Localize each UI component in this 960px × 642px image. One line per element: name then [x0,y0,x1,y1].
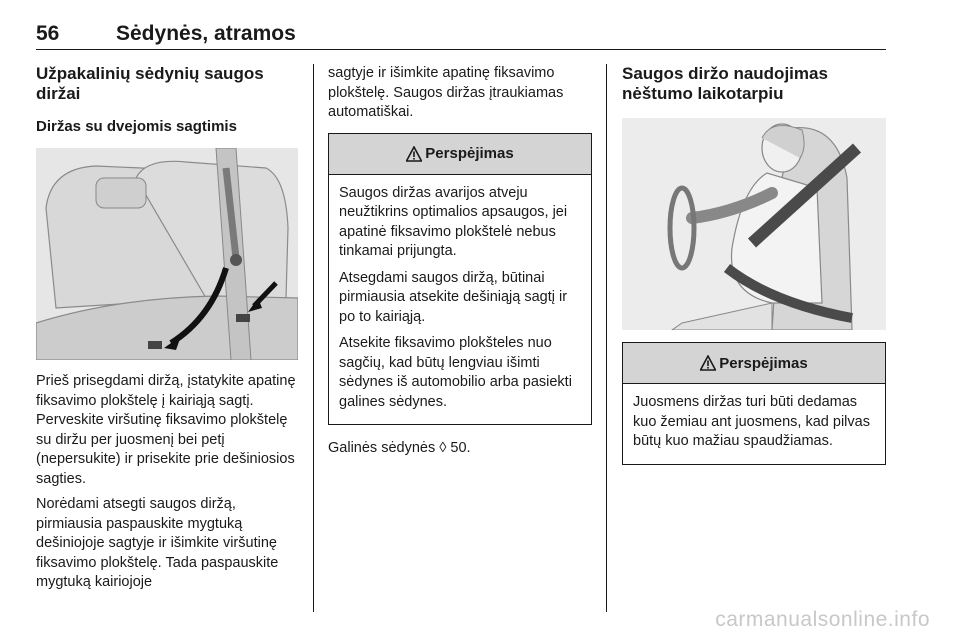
cross-reference: Galinės sėdynės ◊ 50. [328,440,471,456]
rear-seat-belt-illustration [36,148,298,360]
warning-box [622,342,886,465]
warning-body [623,384,885,464]
column-divider [313,64,314,612]
section-heading: Saugos diržo naudojimas nėštumo laikotarpiu [622,64,828,103]
column-middle [328,64,592,465]
warning-title: Perspėjimas [425,145,514,162]
column-right [622,64,886,479]
warning-header [329,134,591,175]
paragraph: Prieš prisegdami diržą, įstatykite apatinę fiksavimo plokštelę į kairiąją sagtį. Perveskite viršutinę fiksavimo plokštelę su diržu per juosmenį bei petį (nepersukite) ir prisekite prie dešiniosios sagties. [36,373,296,487]
section-heading: Užpakalinių sėdynių saugos diržai [36,64,264,103]
pregnant-driver-seat-belt-illustration [622,118,886,330]
warning-body [329,175,591,425]
warning-paragraph: Atsekite fiksavimo plokšteles nuo sagčių, kad būtų lengviau išimti sėdynes iš automobilio arba pasiekti galines sėdynes. [339,335,572,410]
warning-paragraph: Atsegdami saugos diržą, būtinai pirmiausia atsekite dešiniąją sagtį ir po to kairiąją. [339,269,568,325]
header-rule [36,49,886,50]
paragraph: sagtyje ir išimkite apatinę fiksavimo plokštelę. Saugos diržas įtraukiamas automatiškai. [328,65,564,120]
page-number: 56 [36,22,60,45]
paragraph: Norėdami atsegti saugos diržą, pirmiausia paspauskite mygtuką dešiniojoje sagtyje ir išimkite viršutinę fiksavimo plokštelę. Tada paspauskite mygtuką kairiojoje [36,496,279,590]
warning-paragraph: Juosmens diržas turi būti dedamas kuo žemiau ant juosmens, kad pilvas būtų kuo mažiau spaudžiamas. [633,394,870,449]
column-divider [606,64,607,612]
column-left [36,64,298,599]
subsection-heading: Diržas su dvejomis sagtimis [36,118,237,135]
warning-title: Perspėjimas [719,354,808,372]
warning-triangle-icon [700,355,716,371]
warning-header [623,343,885,384]
warning-box [328,133,592,426]
watermark: carmanualsonline.info [715,608,930,631]
page-title: Sėdynės, atramos [116,22,296,45]
warning-triangle-icon [406,146,422,162]
warning-paragraph: Saugos diržas avarijos atveju neužtikrins optimalios apsaugos, jei apatinė fiksavimo plokštelė nebus tinkamai prijungta. [339,184,568,259]
page-header [0,0,960,50]
